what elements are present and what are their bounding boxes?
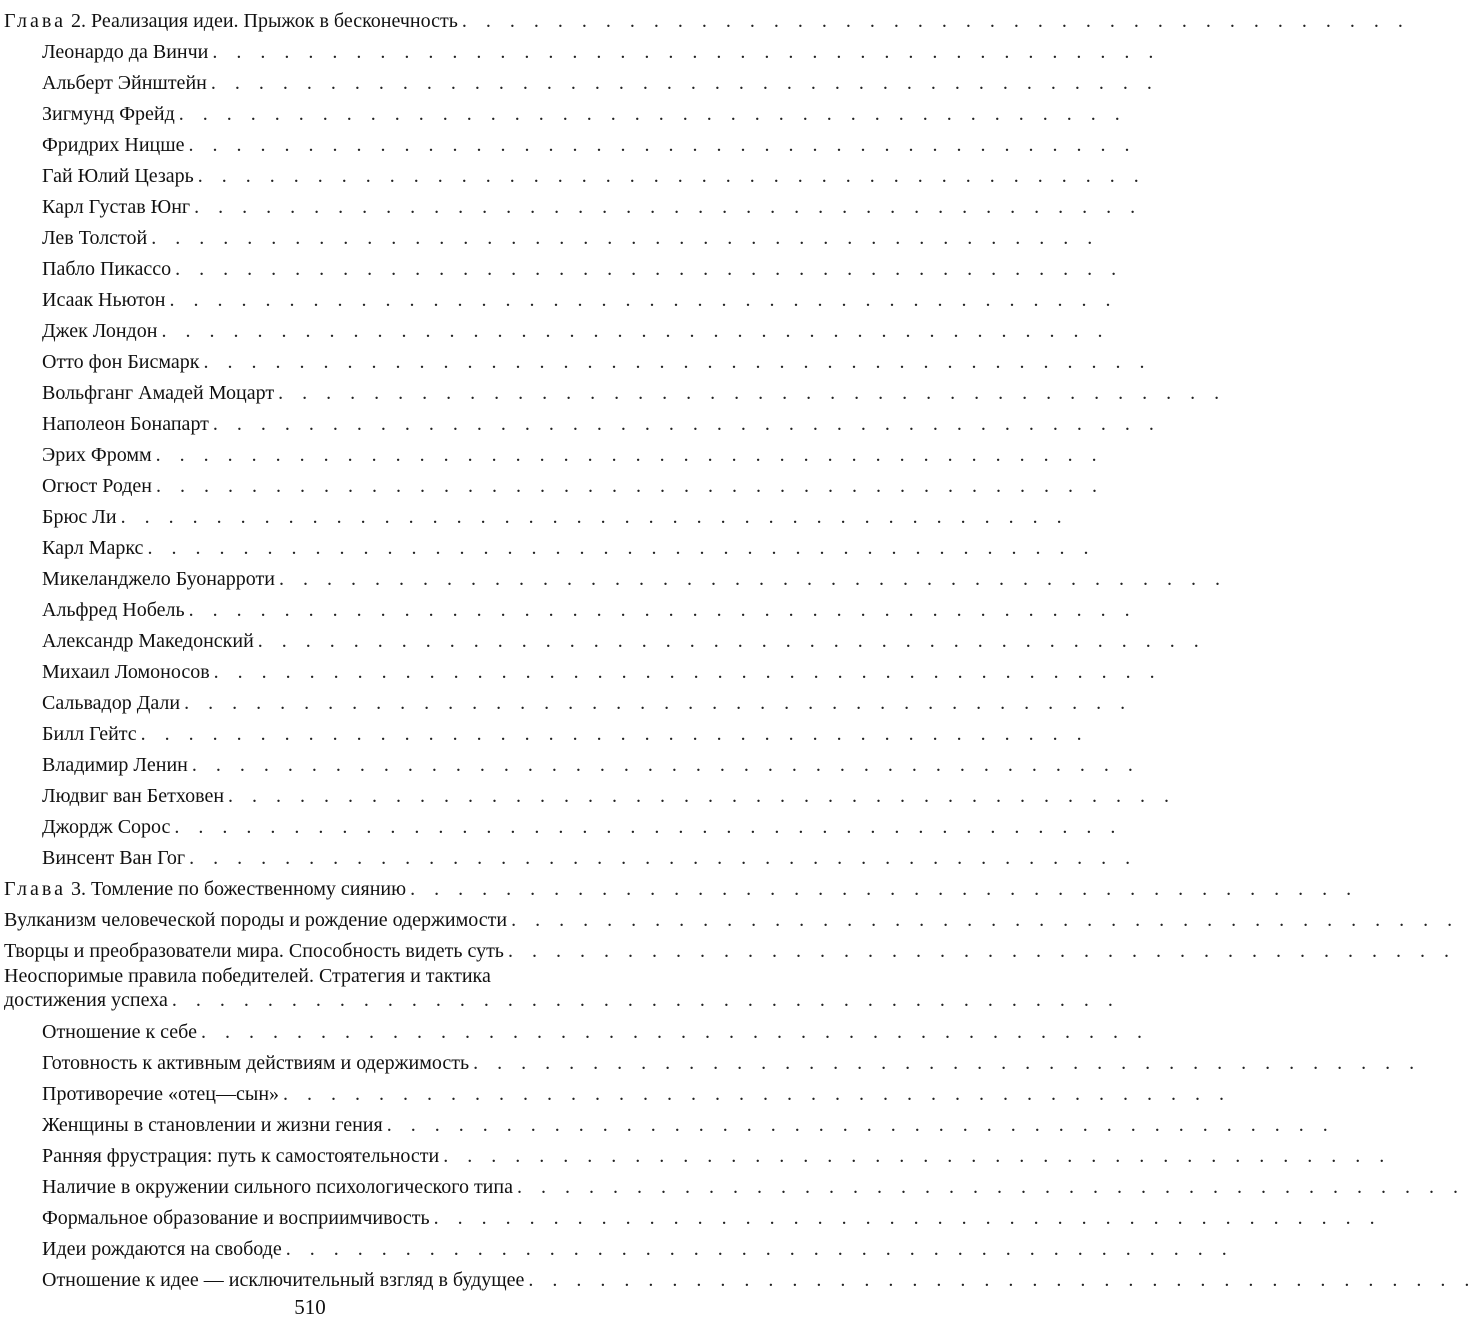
toc-entry (4, 964, 1120, 1014)
toc-entry (4, 1014, 1149, 1045)
toc-entry-label (42, 597, 185, 623)
dot-leader: . . . . . . . . . . . . . . . . . . . . . . . . . . . . . . . . . . . . . . . . (433, 1207, 1382, 1229)
toc-entry-label (42, 442, 152, 468)
dot-leader: . . . . . . . . . . . . . . . . . . . . . . . . . . . . . . . . . . . . . . . . (203, 351, 1152, 373)
dot-leader: . . . . . . . . . . . . . . . . . . . . . . . . . . . . . . . . . . . . . . . . (191, 754, 1140, 776)
toc-entry (4, 282, 1118, 313)
toc-entry-label (42, 287, 165, 313)
toc-entry (4, 933, 1456, 964)
toc-entry-title: Александр Македонский (42, 630, 254, 652)
toc-entry-title: Владимир Ленин (42, 754, 188, 776)
dot-leader: . . . . . . . . . . . . . . . . . . . . . . . . . . . . . . . . . . . . . . . . (120, 506, 1069, 528)
toc-entry (4, 778, 1177, 809)
toc-entry-title: Сальвадор Дали (42, 692, 181, 714)
toc-entry-title: Ранняя фрустрация: путь к самостоятельности (42, 1145, 440, 1167)
toc-entry-label (4, 876, 406, 902)
toc-entry-title: Вулканизм человеческой породы и рождение одержимости (4, 909, 508, 931)
toc-entry-title: Билл Гейтс (42, 723, 137, 745)
toc-entry-label (42, 566, 275, 592)
book-page (4, 0, 1476, 1331)
toc-entry-title: Отношение к себе (42, 1021, 197, 1043)
dot-leader: . . . . . . . . . . . . . . . . . . . . . . . . . . . . . . . . . . . . . . . . (212, 413, 1161, 435)
toc-entry (4, 344, 1152, 375)
page-number: 510 (294, 1295, 326, 1319)
toc-entry-title: Фридрих Ницше (42, 134, 185, 156)
toc-entry-label (42, 318, 157, 344)
toc-entry-label (42, 1019, 197, 1045)
dot-leader: . . . . . . . . . . . . . . . . . . . . . . . . . . . . . . . . . . . . . . . . (511, 909, 1460, 931)
toc-entry-label (42, 1050, 469, 1076)
toc-entry (4, 313, 1110, 344)
toc-entry-title: Творцы и преобразователи мира. Способность видеть суть (4, 940, 504, 962)
toc-entry (4, 96, 1127, 127)
toc-entry-label (42, 411, 209, 437)
toc-entry-title: Вольфганг Амадей Моцарт (42, 382, 275, 404)
toc-entry-title: Людвиг ван Бетховен (42, 785, 225, 807)
toc-entry (4, 1262, 1476, 1293)
toc-entry-label (42, 659, 210, 685)
toc-entry (4, 1076, 1232, 1107)
toc-entry-label (42, 1267, 524, 1293)
toc-entry-title: Женщины в становлении и жизни гения (42, 1114, 383, 1136)
toc-entry-label (42, 504, 117, 530)
toc-entry (4, 809, 1123, 840)
toc-entry-label (42, 256, 171, 282)
toc-entry (4, 1169, 1465, 1200)
toc-entry (4, 840, 1138, 871)
toc-entry-label (42, 349, 200, 375)
toc-entry (4, 623, 1206, 654)
toc-entry (4, 902, 1460, 933)
toc-entry-title: 3. Томление по божественному сиянию (70, 878, 407, 900)
toc-entry-label (42, 721, 137, 747)
toc-entry-label (42, 690, 180, 716)
toc-entry-title: Альфред Нобель (42, 599, 185, 621)
toc-entry-label (42, 1205, 430, 1231)
dot-leader: . . . . . . . . . . . . . . . . . . . . . . . . . . . . . . . . . . . . . . . . (155, 444, 1104, 466)
toc-entry-label (42, 814, 170, 840)
toc-chapter-entry (4, 3, 1410, 34)
toc-entry-label (42, 194, 190, 220)
toc-entry-label (42, 783, 224, 809)
toc-entry-title-continued: достижения успеха (4, 989, 168, 1011)
toc-entry (4, 592, 1137, 623)
toc-entry-title: Карл Густав Юнг (42, 196, 191, 218)
dot-leader: . . . . . . . . . . . . . . . . . . . . . . . . . . . . . . . . . . . . . . . . (188, 599, 1137, 621)
toc-entry (4, 1231, 1234, 1262)
dot-leader: . . . . . . . . . . . . . . . . . . . . . . . . . . . . . . . . . . . . . . . . (516, 1176, 1465, 1198)
toc-entry-title: Лев Толстой (42, 227, 148, 249)
dot-leader: . . . . . . . . . . . . . . . . . . . . . . . . . . . . . . . . . . . . . . . . (283, 1083, 1232, 1105)
toc-entry-title: Наличие в окружении сильного психологического типа (42, 1176, 513, 1198)
toc-entry-title: Готовность к активным действиям и одержимость (42, 1052, 470, 1074)
dot-leader: . . . . . . . . . . . . . . . . . . . . . . . . . . . . . . . . . . . . . . . . (212, 41, 1161, 63)
toc-entry-label (42, 1112, 383, 1138)
toc-entry-title: Микеланджело Буонарроти (42, 568, 275, 590)
toc-entry (4, 561, 1227, 592)
dot-leader: . . . . . . . . . . . . . . . . . . . . . . . . . . . . . . . . . . . . . . . . (443, 1145, 1392, 1167)
toc-entry-title: Карл Маркс (42, 537, 144, 559)
dot-leader: . . . . . . . . . . . . . . . . . . . . . . . . . . . . . . . . . . . . . . . . (228, 785, 1177, 807)
toc-entry-label (4, 8, 458, 34)
dot-leader: . . . . . . . . . . . . . . . . . . . . . . . . . . . . . . . . . . . . . . . . (473, 1052, 1422, 1074)
dot-leader: . . . . . . . . . . . . . . . . . . . . . . . . . . . . . . . . . . . . . . . . (528, 1269, 1476, 1291)
toc-entry (4, 747, 1140, 778)
toc-entry-title: Михаил Ломоносов (42, 661, 210, 683)
toc-chapter-entry (4, 871, 1359, 902)
chapter-word: Глава (4, 878, 66, 900)
dot-leader: . . . . . . . . . . . . . . . . . . . . . . . . . . . . . . . . . . . . . . . . (171, 989, 1120, 1011)
dot-leader: . . . . . . . . . . . . . . . . . . . . . . . . . . . . . . . . . . . . . . . . (151, 227, 1100, 249)
dot-leader: . . . . . . . . . . . . . . . . . . . . . . . . . . . . . . . . . . . . . . . . (200, 1021, 1149, 1043)
toc-entry (4, 158, 1146, 189)
toc-entry-label (42, 101, 175, 127)
table-of-contents (4, 3, 1476, 1293)
dot-leader: . . . . . . . . . . . . . . . . . . . . . . . . . . . . . . . . . . . . . . . . (210, 72, 1159, 94)
toc-entry (4, 127, 1137, 158)
toc-entry (4, 1107, 1335, 1138)
toc-entry (4, 251, 1124, 282)
toc-entry-title: Наполеон Бонапарт (42, 413, 209, 435)
dot-leader: . . . . . . . . . . . . . . . . . . . . . . . . . . . . . . . . . . . . . . . . (140, 723, 1089, 745)
toc-entry-label (4, 938, 504, 964)
toc-entry-label (42, 163, 194, 189)
toc-entry (4, 685, 1133, 716)
toc-entry-title: Джек Лондон (42, 320, 158, 342)
dot-leader: . . . . . . . . . . . . . . . . . . . . . . . . . . . . . . . . . . . . . . . . (194, 196, 1143, 218)
toc-entry-label (42, 535, 143, 561)
dot-leader: . . . . . . . . . . . . . . . . . . . . . . . . . . . . . . . . . . . . . . . . (175, 258, 1124, 280)
toc-entry (4, 189, 1143, 220)
toc-entry (4, 468, 1105, 499)
toc-entry-label (42, 1081, 279, 1107)
toc-entry (4, 716, 1089, 747)
dot-leader: . . . . . . . . . . . . . . . . . . . . . . . . . . . . . . . . . . . . . . . . (278, 568, 1227, 590)
toc-entry-title: Джордж Сорос (42, 816, 171, 838)
toc-entry-label (42, 1143, 439, 1169)
toc-entry (4, 65, 1159, 96)
toc-entry-title: Отношение к идее — исключительный взгляд в будущее (42, 1269, 525, 1291)
toc-entry-label (42, 473, 152, 499)
toc-entry (4, 530, 1096, 561)
dot-leader: . . . . . . . . . . . . . . . . . . . . . . . . . . . . . . . . . . . . . . . . (184, 692, 1133, 714)
toc-entry-label (42, 225, 147, 251)
toc-entry-title: Винсент Ван Гог (42, 847, 186, 869)
toc-entry-title: Неоспоримые правила победителей. Стратегия и тактика (4, 965, 491, 987)
dot-leader: . . . . . . . . . . . . . . . . . . . . . . . . . . . . . . . . . . . . . . . . (461, 10, 1410, 32)
toc-entry-label (42, 1174, 513, 1200)
toc-entry-label (42, 628, 254, 654)
toc-entry-title: Пабло Пикассо (42, 258, 172, 280)
toc-entry-title: Гай Юлий Цезарь (42, 165, 194, 187)
toc-entry-label (42, 132, 185, 158)
dot-leader: . . . . . . . . . . . . . . . . . . . . . . . . . . . . . . . . . . . . . . . . (197, 165, 1146, 187)
toc-entry-label (42, 752, 188, 778)
toc-entry-line-2 (4, 988, 1120, 1012)
toc-entry-label (4, 907, 507, 933)
toc-entry-title: 2. Реализация идеи. Прыжок в бесконечность (70, 10, 458, 32)
toc-entry-title: Отто фон Бисмарк (42, 351, 200, 373)
toc-entry-label (42, 845, 185, 871)
toc-entry-title: Огюст Роден (42, 475, 153, 497)
dot-leader: . . . . . . . . . . . . . . . . . . . . . . . . . . . . . . . . . . . . . . . . (410, 878, 1359, 900)
dot-leader: . . . . . . . . . . . . . . . . . . . . . . . . . . . . . . . . . . . . . . . . (188, 134, 1137, 156)
dot-leader: . . . . . . . . . . . . . . . . . . . . . . . . . . . . . . . . . . . . . . . . (147, 537, 1096, 559)
toc-entry-label (42, 70, 207, 96)
dot-leader: . . . . . . . . . . . . . . . . . . . . . . . . . . . . . . . . . . . . . . . . (257, 630, 1206, 652)
dot-leader: . . . . . . . . . . . . . . . . . . . . . . . . . . . . . . . . . . . . . . . . (189, 847, 1138, 869)
toc-entry-title: Формальное образование и восприимчивость (42, 1207, 430, 1229)
toc-entry-title: Исаак Ньютон (42, 289, 166, 311)
toc-entry-label (4, 965, 491, 987)
toc-entry-title: Зигмунд Фрейд (42, 103, 175, 125)
dot-leader: . . . . . . . . . . . . . . . . . . . . . . . . . . . . . . . . . . . . . . . . (178, 103, 1127, 125)
toc-entry (4, 375, 1227, 406)
toc-entry (4, 1045, 1422, 1076)
toc-entry (4, 654, 1162, 685)
dot-leader: . . . . . . . . . . . . . . . . . . . . . . . . . . . . . . . . . . . . . . . . (285, 1238, 1234, 1260)
toc-entry (4, 437, 1104, 468)
toc-entry-title: Противоречие «отец—сын» (42, 1083, 280, 1105)
toc-entry (4, 34, 1161, 65)
dot-leader: . . . . . . . . . . . . . . . . . . . . . . . . . . . . . . . . . . . . . . . . (213, 661, 1162, 683)
chapter-word: Глава (4, 10, 66, 32)
dot-leader: . . . . . . . . . . . . . . . . . . . . . . . . . . . . . . . . . . . . . . . . (278, 382, 1227, 404)
toc-entry (4, 499, 1069, 530)
dot-leader: . . . . . . . . . . . . . . . . . . . . . . . . . . . . . . . . . . . . . . . . (507, 940, 1456, 962)
dot-leader: . . . . . . . . . . . . . . . . . . . . . . . . . . . . . . . . . . . . . . . . (156, 475, 1105, 497)
toc-entry-title: Идеи рождаются на свободе (42, 1238, 282, 1260)
dot-leader: . . . . . . . . . . . . . . . . . . . . . . . . . . . . . . . . . . . . . . . . (386, 1114, 1335, 1136)
toc-entry (4, 1200, 1382, 1231)
toc-entry-label (42, 39, 208, 65)
toc-entry-line-1 (4, 964, 616, 988)
dot-leader: . . . . . . . . . . . . . . . . . . . . . . . . . . . . . . . . . . . . . . . . (174, 816, 1123, 838)
dot-leader: . . . . . . . . . . . . . . . . . . . . . . . . . . . . . . . . . . . . . . . . (169, 289, 1118, 311)
toc-entry-title: Альберт Эйнштейн (42, 72, 207, 94)
toc-entry (4, 1138, 1392, 1169)
toc-entry-title: Эрих Фромм (42, 444, 152, 466)
toc-entry-title: Леонардо да Винчи (42, 41, 209, 63)
toc-entry-label (42, 380, 274, 406)
toc-entry (4, 220, 1100, 251)
dot-leader: . . . . . . . . . . . . . . . . . . . . . . . . . . . . . . . . . . . . . . . . (161, 320, 1110, 342)
toc-entry-label (42, 1236, 282, 1262)
toc-entry (4, 406, 1161, 437)
toc-entry-title: Брюс Ли (42, 506, 117, 528)
